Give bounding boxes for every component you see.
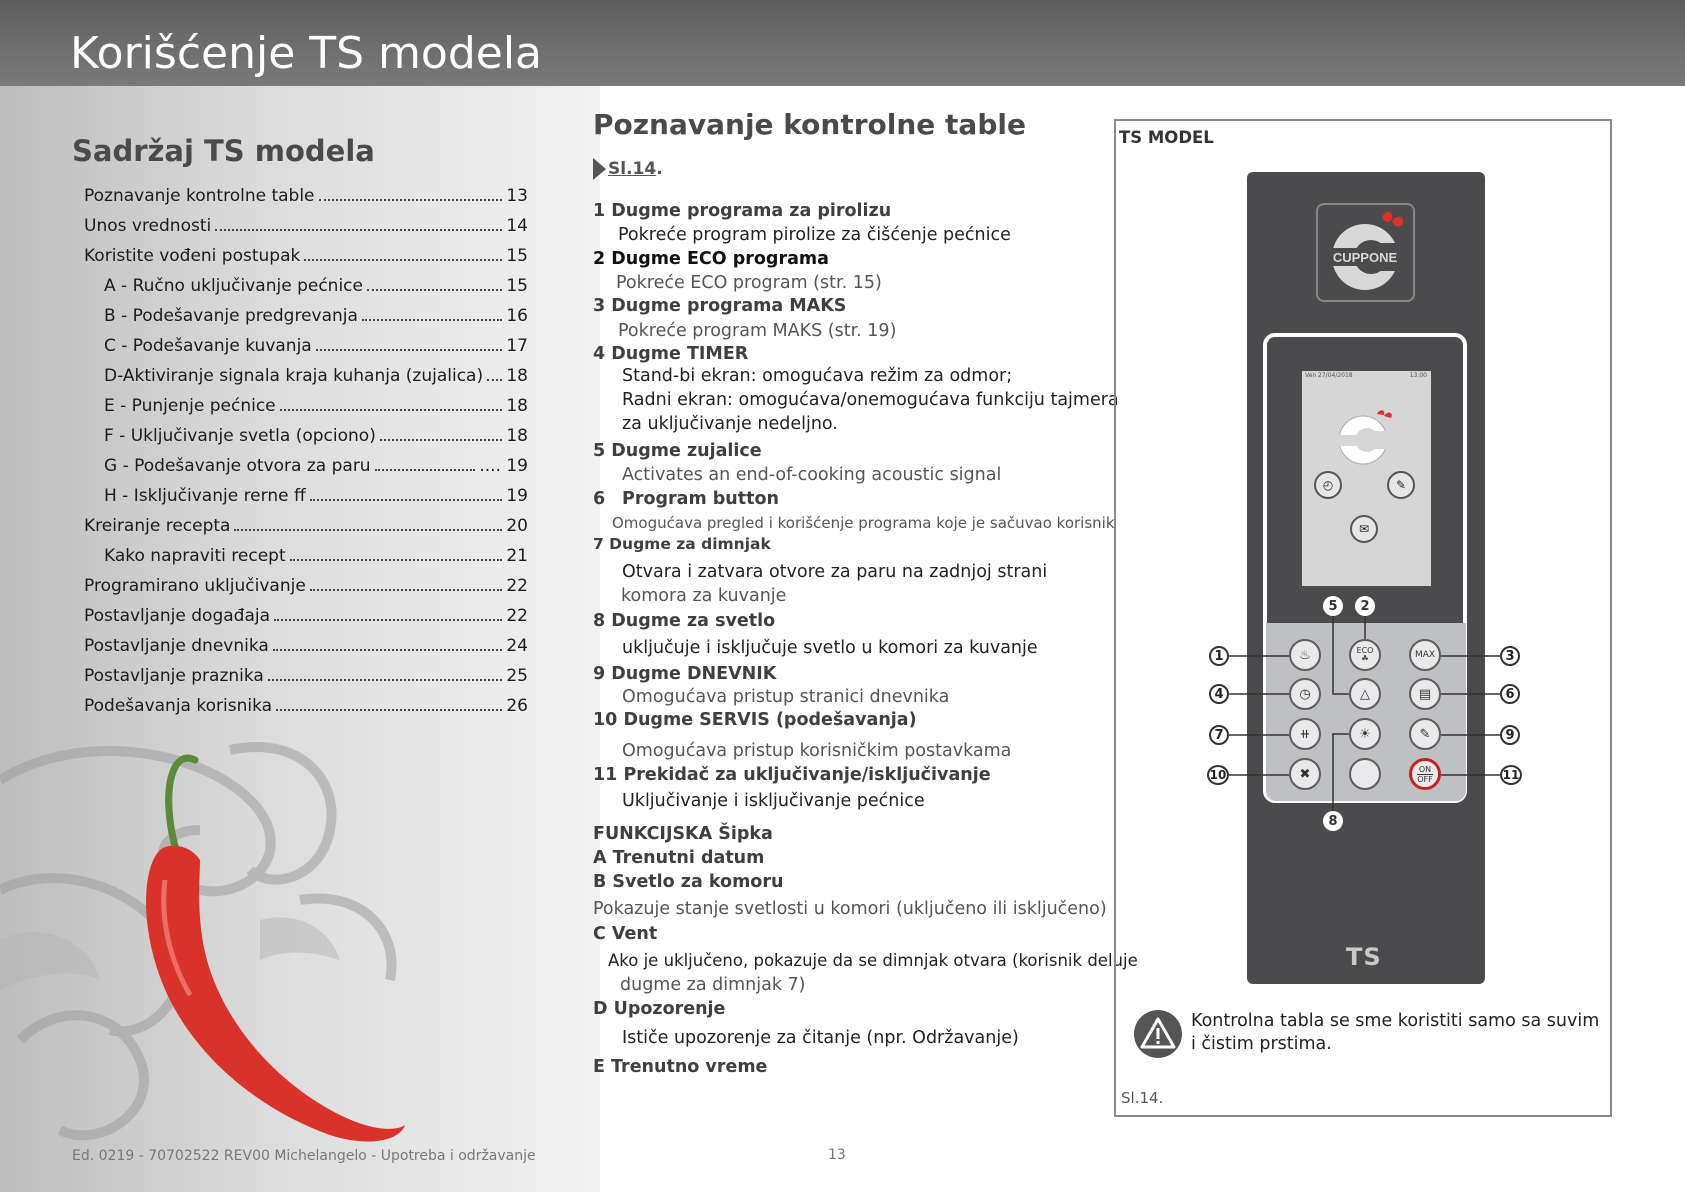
caption-num: 14. <box>1139 1089 1164 1107</box>
light-bulb-icon: ☀ <box>1359 726 1371 742</box>
toc-row-page: 21 <box>506 546 528 566</box>
toc-row-page: 19 <box>506 486 528 506</box>
tools-icon: ✖ <box>1299 766 1311 782</box>
leaf-icon: ☘ <box>1361 654 1369 663</box>
toc-row-page: 25 <box>506 666 528 686</box>
toc-row-page: 22 <box>506 606 528 626</box>
figref-prefix: Sl. <box>608 159 633 179</box>
item-9-title: 9 Dugme DNEVNIK <box>593 664 777 684</box>
toc-row-label: B - Podešavanje predgrevanja <box>104 306 358 326</box>
function-bar-e: E Trenutno vreme <box>593 1057 768 1077</box>
figref-dot: . <box>656 159 663 179</box>
figref-num: 14 <box>632 159 657 179</box>
toc-row-page: 13 <box>506 186 528 206</box>
callout-10: 10 <box>1207 765 1229 785</box>
item-3-title: 3 Dugme programa MAKS <box>593 296 847 316</box>
callout-9: 9 <box>1500 725 1520 745</box>
toc-row-page: 15 <box>506 276 528 296</box>
model-label: TS <box>1346 943 1382 971</box>
calendar-clock-icon[interactable]: ◴ <box>1314 471 1342 499</box>
item-1-desc: Pokreće program pirolize za čišćenje pećnice <box>618 225 1011 245</box>
logo-text: CUPPONE <box>1332 250 1398 265</box>
toc-row-label: Postavljanje dnevnika <box>84 636 269 656</box>
item-4-desc-3: za uključivanje nedeljno. <box>622 414 838 434</box>
item-4-desc-2: Radni ekran: omogućava/onemogućava funkciju tajmera <box>622 390 1119 410</box>
item-11-desc: Uključivanje i isključivanje pećnice <box>622 791 925 811</box>
item-7-title: 7 Dugme za dimnjak <box>593 535 771 553</box>
toc-row-label: Postavljanje praznika <box>84 666 264 686</box>
on-label: ON <box>1418 764 1432 774</box>
item-6-desc: Omogućava pregled i korišćenje programa koje je sačuvao korisnik <box>612 514 1115 532</box>
bell-icon: △ <box>1360 686 1370 702</box>
document-icon: ▤ <box>1418 686 1432 702</box>
toc-row-label: H - Isključivanje rerne ff <box>104 486 306 506</box>
item-3-desc: Pokreće program MAKS (str. 19) <box>618 321 897 341</box>
toc-row-page: 14 <box>506 216 528 236</box>
function-bar-c-desc-2: dugme za dimnjak 7) <box>620 975 806 995</box>
item-8-desc: uključuje i isključuje svetlo u komori za kuvanje <box>622 638 1038 658</box>
footer-edition: Ed. 0219 - 70702522 REV00 Michelangelo - Upotreba i održavanje <box>72 1148 536 1164</box>
item-1-title: 1 Dugme programa za pirolizu <box>593 201 892 221</box>
item-7-desc-2: komora za kuvanje <box>621 586 787 606</box>
callout-5: 5 <box>1323 596 1343 616</box>
item-5-desc: Activates an end-of-cooking acoustic signal <box>622 465 1002 485</box>
function-bar-c: C Vent <box>593 924 658 944</box>
item-7-desc-1: Otvara i zatvara otvore za paru na zadnjoj strani <box>622 562 1048 582</box>
item-4-desc-1: Stand-bi ekran: omogućava režim za odmor; <box>622 366 1013 386</box>
figure-caption <box>1121 1089 1163 1107</box>
toc-row-label: Koristite vođeni postupak <box>84 246 301 266</box>
item-11-title: 11 Prekidač za uključivanje/isključivanje <box>593 765 991 785</box>
function-bar-b: B Svetlo za komoru <box>593 872 784 892</box>
toc-row-page: 18 <box>506 396 528 416</box>
toc-row-page: 26 <box>506 696 528 716</box>
callout-6: 6 <box>1500 684 1520 704</box>
figure-title: TS MODEL <box>1119 128 1214 147</box>
item-6-num: 6 <box>593 489 606 509</box>
vent-icon: ⧺ <box>1299 726 1311 742</box>
callout-2: 2 <box>1355 596 1375 616</box>
toc-row-label: Poznavanje kontrolne table <box>84 186 315 206</box>
function-bar-a: A Trenutni datum <box>593 848 765 868</box>
toc-row-page: 18 <box>506 426 528 446</box>
warning-text: Kontrolna tabla se sme koristiti samo sa suvim i čistim prstima. <box>1191 1011 1600 1054</box>
callout-4: 4 <box>1209 684 1229 704</box>
page-title: Korišćenje TS modela <box>70 28 543 79</box>
function-bar-d: D Upozorenje <box>593 999 726 1019</box>
item-4-title: 4 Dugme TIMER <box>593 344 749 364</box>
toc-row-page: .... 19 <box>479 456 528 476</box>
item-8-title: 8 Dugme za svetlo <box>593 611 776 631</box>
toc-row-label: C - Podešavanje kuvanja <box>104 336 312 356</box>
page-number: 13 <box>828 1147 846 1163</box>
toc-row-label: A - Ručno uključivanje pećnice <box>104 276 363 296</box>
recipe-edit-icon[interactable]: ✎ <box>1387 471 1415 499</box>
toc-row-page: 15 <box>506 246 528 266</box>
item-10-desc: Omogućava pristup korisničkim postavkama <box>622 741 1012 761</box>
toc-row-page: 20 <box>506 516 528 536</box>
callout-1: 1 <box>1209 646 1229 666</box>
display-time: 13:00 <box>1409 372 1427 379</box>
toc-title: Sadržaj TS modela <box>72 134 375 168</box>
max-label: MAX <box>1414 650 1436 660</box>
item-9-desc: Omogućava pristup stranici dnevnika <box>622 687 950 707</box>
eco-label: ECO <box>1356 646 1374 655</box>
function-bar-title: FUNKCIJSKA Šipka <box>593 824 773 844</box>
toc-row-label: Programirano uključivanje <box>84 576 306 596</box>
function-bar-d-desc: Ističe upozorenje za čitanje (npr. Održavanje) <box>622 1028 1019 1048</box>
callout-7: 7 <box>1209 725 1229 745</box>
section-heading: Poznavanje kontrolne table <box>593 108 1026 141</box>
toc-row-label: Postavljanje događaja <box>84 606 271 626</box>
clock-icon: ◷ <box>1299 686 1311 702</box>
toc-row-label: Podešavanja korisnika <box>84 696 273 716</box>
diary-icon: ✎ <box>1419 726 1431 742</box>
toc-row-label: E - Punjenje pećnice <box>104 396 276 416</box>
toc-row-label: Kako napraviti recept <box>104 546 286 566</box>
toc-row-label: Unos vrednosti <box>84 216 212 236</box>
toc-row-page: 24 <box>506 636 528 656</box>
item-5-title: 5 Dugme zujalice <box>593 441 762 461</box>
toc-row-label: F - Uključivanje svetla (opciono) <box>104 426 376 446</box>
callout-3: 3 <box>1500 646 1520 666</box>
toc-row-label: D-Aktiviranje signala kraja kuhanja (zujalica) <box>104 366 484 386</box>
caption-prefix: Sl. <box>1121 1089 1140 1107</box>
toc-row-page: 17 <box>506 336 528 356</box>
callout-8: 8 <box>1323 811 1343 831</box>
warning-icon <box>1134 1010 1182 1058</box>
toc-row-label: Kreiranje recepta <box>84 516 231 536</box>
function-bar-b-desc: Pokazuje stanje svetlosti u komori (uključeno ili isključeno) <box>593 899 1107 919</box>
toc-row-page: 22 <box>506 576 528 596</box>
item-2-title: 2 Dugme ECO programa <box>593 249 829 269</box>
display-date: Ven 27/04/2018 <box>1305 372 1353 379</box>
off-label: OFF <box>1417 774 1433 784</box>
function-bar-c-desc-1: Ako je uključeno, pokazuje da se dimnjak otvara (korisnik deluje <box>608 951 1138 970</box>
toc-row-page: 16 <box>506 306 528 326</box>
callout-11: 11 <box>1500 765 1522 785</box>
toc-row-label: G - Podešavanje otvora za paru <box>104 456 371 476</box>
item-2-desc: Pokreće ECO program (str. 15) <box>616 273 882 293</box>
item-6-title: Program button <box>622 489 779 509</box>
toc-row-page: 18 <box>506 366 528 386</box>
message-icon[interactable]: ✉ <box>1350 515 1378 543</box>
item-10-title: 10 Dugme SERVIS (podešavanja) <box>593 710 917 730</box>
flame-icon: ♨ <box>1299 647 1311 663</box>
